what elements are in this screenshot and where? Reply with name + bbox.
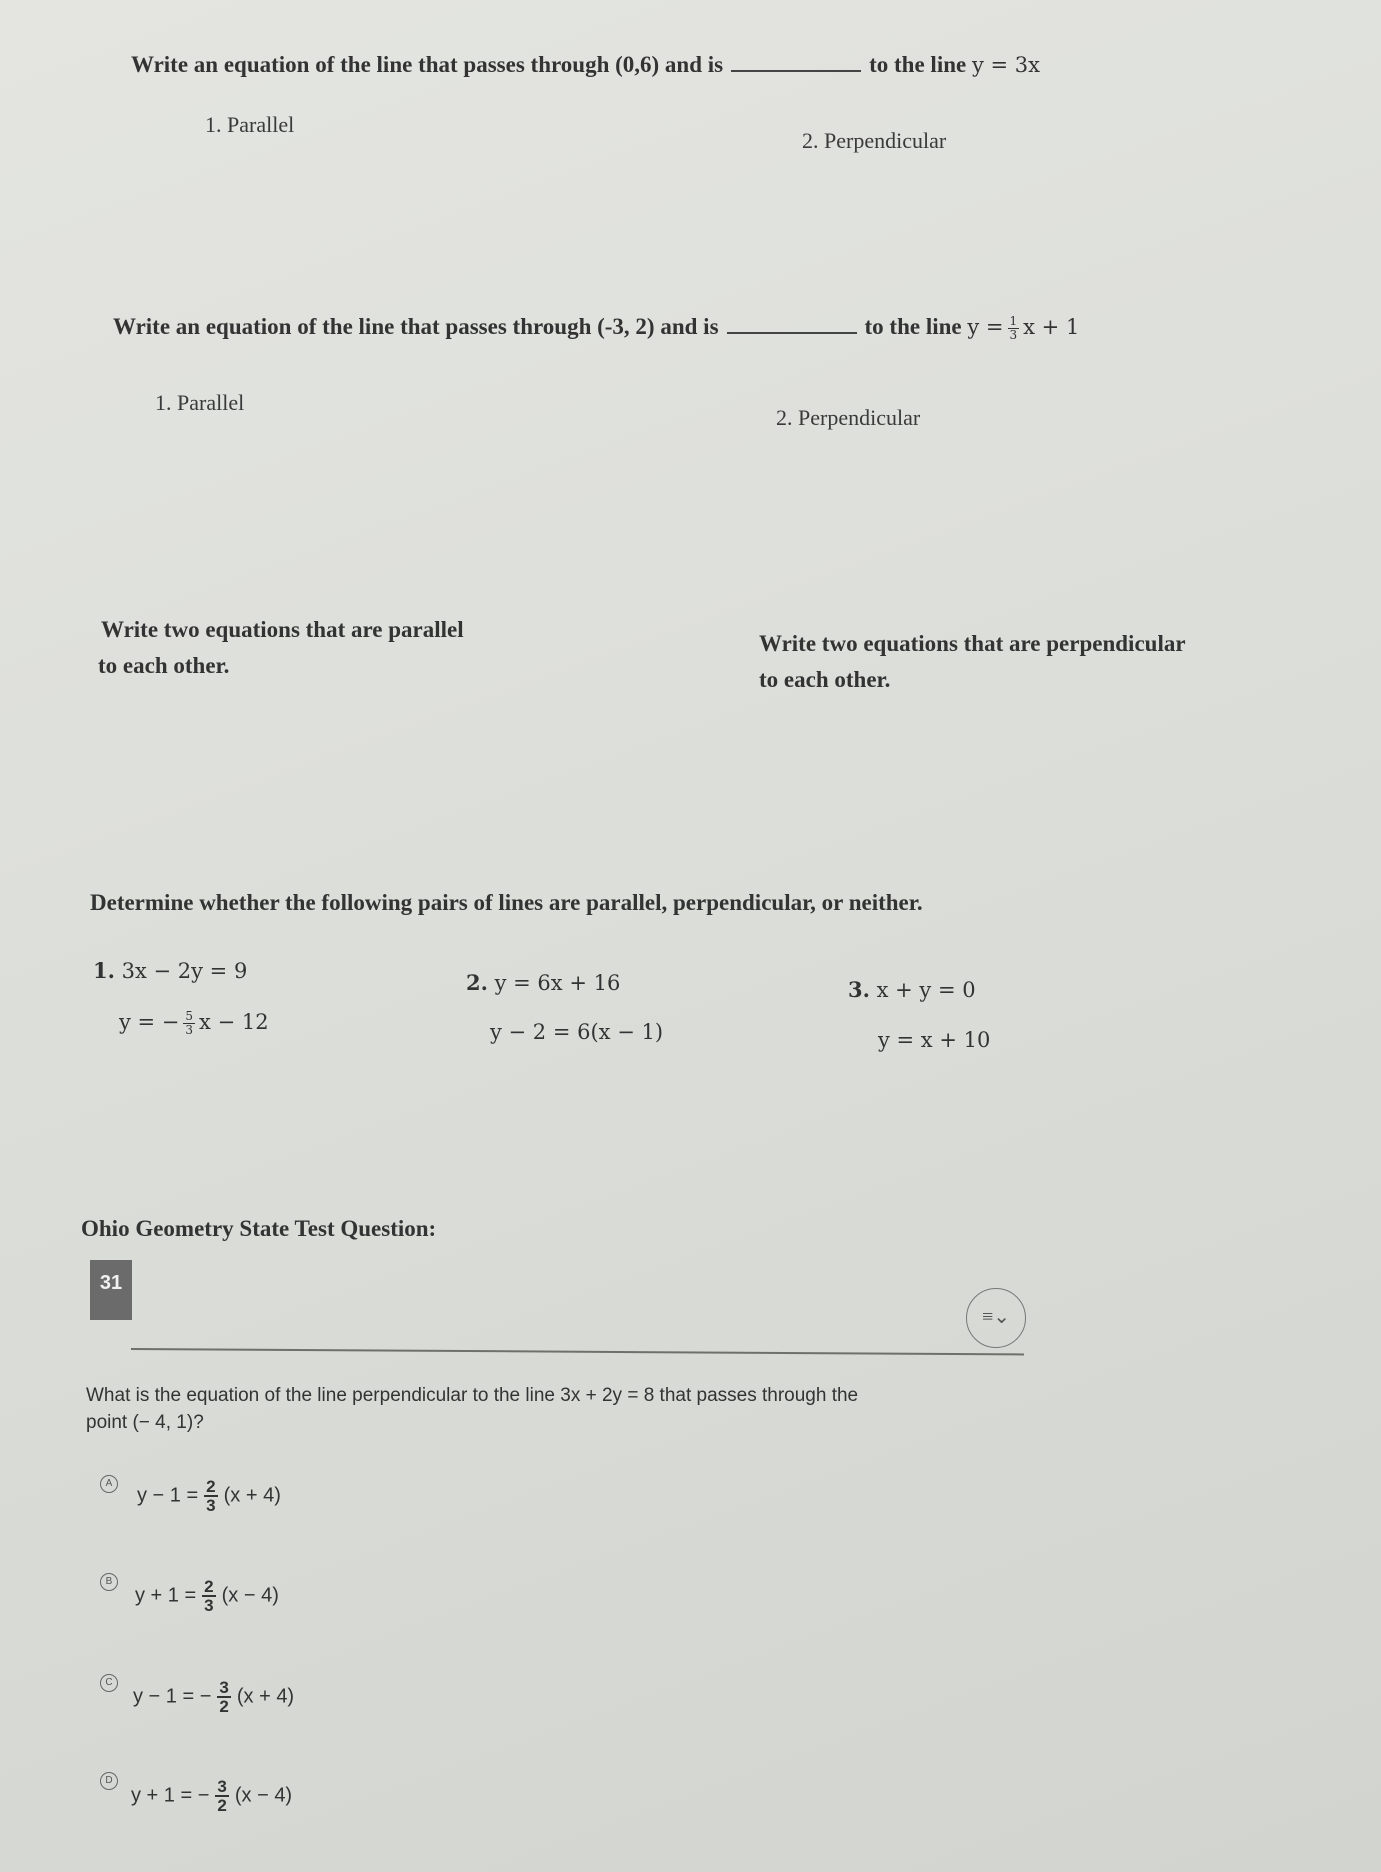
option-a-radio[interactable]: A bbox=[100, 1475, 118, 1493]
question-text: Write an equation of the line that passes through (-3, 2) and is bbox=[113, 314, 719, 339]
denominator: 2 bbox=[219, 1697, 229, 1716]
equation: x + y = 0 bbox=[876, 978, 976, 1002]
line-equation: y = 3x bbox=[971, 53, 1040, 77]
eq-right: x − 12 bbox=[199, 1010, 269, 1034]
line-equation bbox=[967, 314, 1080, 342]
parallel-prompt-line1: Write two equations that are parallel bbox=[101, 617, 464, 642]
question-1 bbox=[131, 52, 1040, 78]
fraction bbox=[204, 1478, 217, 1514]
fraction bbox=[1008, 315, 1020, 342]
fraction bbox=[217, 1679, 230, 1715]
eq-left: y = bbox=[967, 315, 1004, 339]
denominator: 3 bbox=[204, 1596, 214, 1615]
eq-right: x + 1 bbox=[1023, 315, 1080, 339]
option-a[interactable] bbox=[137, 1478, 281, 1514]
numerator: 2 bbox=[204, 1577, 214, 1596]
eq-right: (x − 4) bbox=[221, 1584, 279, 1607]
option-perpendicular: 2. Perpendicular bbox=[776, 405, 921, 430]
eq-right: (x + 4) bbox=[236, 1685, 295, 1708]
option-d-radio[interactable]: D bbox=[100, 1772, 118, 1790]
eq-right: (x + 4) bbox=[223, 1484, 281, 1507]
pair-2-line-b: y − 2 = 6(x − 1) bbox=[490, 1020, 664, 1044]
item-number: 2. bbox=[466, 970, 488, 995]
option-parallel: 1. Parallel bbox=[205, 112, 295, 137]
item-number: 1. bbox=[93, 958, 115, 983]
pair-3-line-b: y = x + 10 bbox=[878, 1028, 991, 1052]
item-number: 3. bbox=[848, 977, 870, 1002]
divider bbox=[131, 1348, 1024, 1355]
denominator: 3 bbox=[185, 1023, 194, 1037]
denominator: 2 bbox=[217, 1796, 227, 1815]
eq-right: (x − 4) bbox=[234, 1784, 293, 1807]
option-perpendicular: 2. Perpendicular bbox=[802, 128, 947, 153]
perpendicular-prompt-line1: Write two equations that are perpendicular bbox=[759, 631, 1186, 656]
eq-left: y = − bbox=[119, 1010, 180, 1034]
denominator: 3 bbox=[206, 1496, 216, 1515]
question-tail: to the line bbox=[864, 314, 962, 339]
option-d[interactable] bbox=[131, 1778, 292, 1814]
question-tail: to the line bbox=[869, 52, 967, 77]
numerator: 3 bbox=[217, 1777, 227, 1796]
numerator: 1 bbox=[1009, 314, 1018, 328]
perpendicular-prompt-line2: to each other. bbox=[759, 667, 891, 692]
pair-1-line-b bbox=[119, 1010, 269, 1037]
equation: y = 6x + 16 bbox=[494, 971, 621, 995]
determine-prompt: Determine whether the following pairs of lines are parallel, perpendicular, or neither. bbox=[90, 890, 923, 915]
menu-icon[interactable]: ≡⌄ bbox=[966, 1288, 1026, 1348]
option-b-radio[interactable]: B bbox=[100, 1573, 118, 1591]
answer-blank bbox=[731, 70, 861, 72]
fraction bbox=[215, 1778, 228, 1814]
question-text: Write an equation of the line that passes through (0,6) and is bbox=[131, 52, 724, 77]
parallel-prompt-line2: to each other. bbox=[98, 653, 230, 678]
denominator: 3 bbox=[1009, 328, 1018, 342]
eq-left: y + 1 = − bbox=[131, 1784, 210, 1807]
answer-blank bbox=[727, 332, 857, 334]
option-b[interactable] bbox=[135, 1578, 279, 1614]
eq-left: y − 1 = − bbox=[133, 1685, 212, 1708]
ohio-heading: Ohio Geometry State Test Question: bbox=[81, 1216, 437, 1241]
option-c-radio[interactable]: C bbox=[100, 1674, 118, 1692]
numerator: 2 bbox=[206, 1477, 216, 1496]
test-question-line2: point (− 4, 1)? bbox=[86, 1412, 204, 1433]
fraction bbox=[183, 1010, 195, 1037]
fraction bbox=[202, 1578, 215, 1614]
numerator: 5 bbox=[185, 1009, 194, 1023]
option-parallel: 1. Parallel bbox=[155, 390, 245, 415]
test-question-line1: What is the equation of the line perpendicular to the line 3x + 2y = 8 that passes through the bbox=[86, 1385, 859, 1406]
eq-left: y + 1 = bbox=[135, 1584, 197, 1607]
equation: 3x − 2y = 9 bbox=[121, 959, 248, 983]
question-number-badge: 31 bbox=[90, 1260, 132, 1320]
eq-left: y − 1 = bbox=[137, 1484, 199, 1507]
pair-3-line-a bbox=[848, 977, 976, 1002]
option-c[interactable] bbox=[133, 1679, 294, 1715]
pair-2-line-a bbox=[466, 970, 620, 995]
question-2 bbox=[113, 314, 1079, 342]
pair-1-line-a bbox=[93, 958, 247, 983]
numerator: 3 bbox=[219, 1678, 229, 1697]
